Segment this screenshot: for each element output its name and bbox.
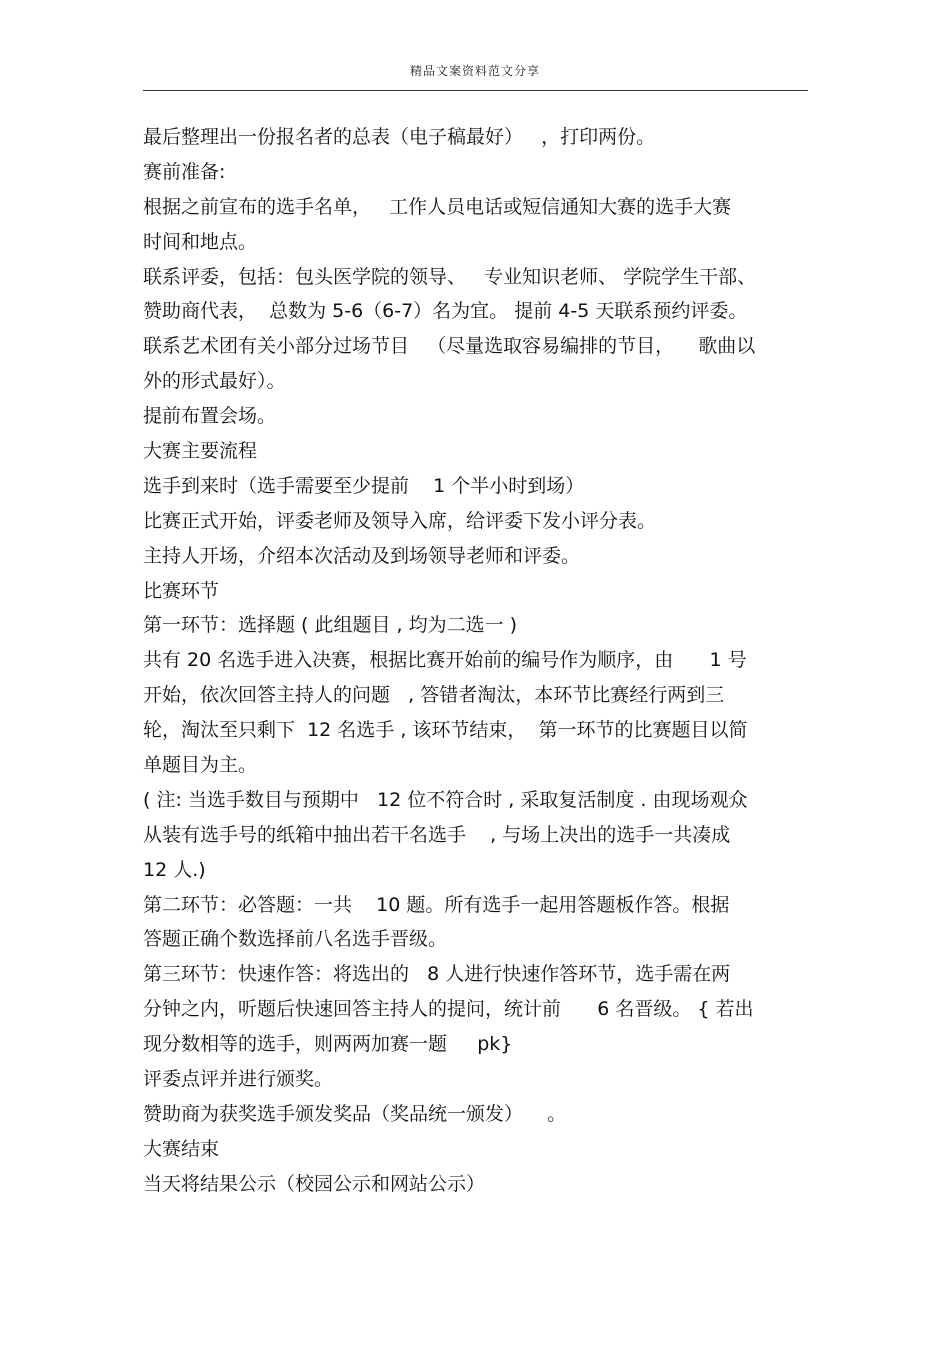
text-line: 提前布置会场。 <box>143 405 277 428</box>
text-line: 评委点评并进行颁奖。 <box>143 1068 334 1091</box>
text-line: 外的形式最好）。 <box>143 370 286 393</box>
header-divider <box>143 90 808 91</box>
text-line: 主持人开场，介绍本次活动及到场领导老师和评委。 <box>143 544 581 567</box>
text-line: 赞助商代表， 总数为 5-6（6-7）名为宜。 提前 4-5 天联系预约评委。 <box>143 300 748 323</box>
text-line: 共有 20 名选手进入决赛，根据比赛开始前的编号作为顺序，由 1 号 <box>143 649 747 672</box>
text-line: 当天将结果公示（校园公示和网站公示） <box>143 1172 486 1195</box>
text-line: 分钟之内，听题后快速回答主持人的提问，统计前 6 名晋级。 { 若出 <box>143 998 754 1021</box>
text-line: 第一环节：选择题 ( 此组题目 , 均为二选一 ) <box>143 614 518 637</box>
text-line: ( 注: 当选手数目与预期中 12 位不符合时 , 采取复活制度 . 由现场观众 <box>143 788 748 811</box>
text-line: 联系艺术团有关小部分过场节目 （尽量选取容易编排的节目， 歌曲以 <box>143 335 756 358</box>
text-line: 现分数相等的选手，则两两加赛一题 pk} <box>143 1033 513 1056</box>
text-line: 选手到来时（选手需要至少提前 1 个半小时到场） <box>143 474 585 497</box>
text-line: 从装有选手号的纸箱中抽出若干名选手 , 与场上决出的选手一共凑成 <box>143 823 731 846</box>
text-line: 12 人.) <box>143 858 206 881</box>
text-line: 开始，依次回答主持人的问题 , 答错者淘汰，本环节比赛经行两到三 <box>143 684 725 707</box>
text-line: 时间和地点。 <box>143 230 258 253</box>
text-line: 联系评委，包括：包头医学院的领导、 专业知识老师、 学院学生干部、 <box>143 265 757 288</box>
document-body <box>143 120 818 1202</box>
text-line: 最后整理出一份报名者的总表（电子稿最好） ，打印两份。 <box>143 126 656 148</box>
text-line: 单题目为主。 <box>143 754 258 777</box>
section-heading: 大赛主要流程 <box>143 440 258 463</box>
section-heading: 比赛环节 <box>143 579 220 602</box>
section-heading: 赛前准备: <box>143 160 226 183</box>
text-line: 根据之前宣布的选手名单， 工作人员电话或短信通知大赛的选手大赛 <box>143 195 732 218</box>
section-heading: 大赛结束 <box>143 1137 220 1160</box>
text-line: 比赛正式开始，评委老师及领导入席，给评委下发小评分表。 <box>143 509 657 532</box>
text-line: 轮，淘汰至只剩下 12 名选手 , 该环节结束， 第一环节的比赛题目以简 <box>143 719 748 742</box>
text-line: 第三环节：快速作答：将选出的 8 人进行快速作答环节，选手需在两 <box>143 963 731 986</box>
text-line: 答题正确个数选择前八名选手晋级。 <box>143 928 448 951</box>
text-line: 第二环节：必答题：一共 10 题。所有选手一起用答题板作答。根据 <box>143 893 730 916</box>
page-header: 精品文案资料范文分享 <box>409 64 540 78</box>
text-line: 赞助商为获奖选手颁发奖品（奖品统一颁发） 。 <box>143 1102 567 1125</box>
